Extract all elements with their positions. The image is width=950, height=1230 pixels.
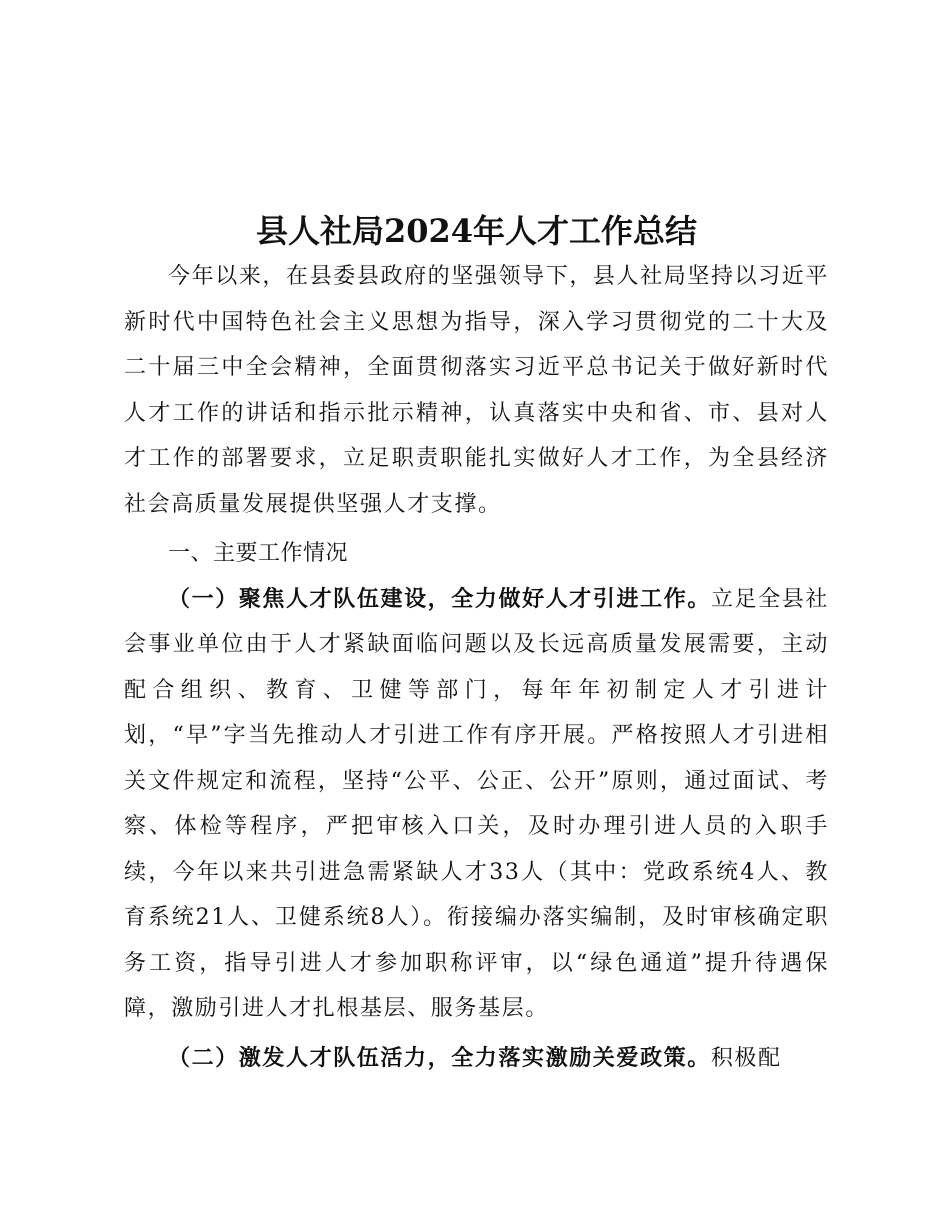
subsection-2-paragraph [124,1036,829,1082]
document-page [124,208,829,1081]
subsection-1-heading: （一）聚焦人才队伍建设，全力做好人才引进工作。 [168,585,711,612]
intro-paragraph: 今年以来，在县委县政府的坚强领导下，县人社局坚持以习近平新时代中国特色社会主义思想为指导，深入学习贯彻党的二十大及二十届三中全会精神，全面贯彻落实习近平总书记关于做好新时代人才工作的讲话和指示批示精神，认真落实中央和省、市、县对人才工作的部署要求，立足职责职能扎实做好人才工作，为全县经济社会高质量发展提供坚强人才支撑。 [124,264,829,517]
document-title: 县人社局2024年人才工作总结 [255,212,698,250]
subsection-2-heading: （二）激发人才队伍活力，全力落实激励关爱政策。 [168,1044,711,1071]
subsection-1-body: 立足全县社会事业单位由于人才紧缺面临问题以及长远高质量发展需要，主动配合组织、教育、卫健等部门，每年年初制定人才引进计划，“早”字当先推动人才引进工作有序开展。严格按照人才引进相关文件规定和流程，坚持“公平、公正、公开”原则，通过面试、考察、体检等程序，严把审核入口关，及时办理引进人员的入职手续，今年以来共引进急需紧缺人才33人（其中：党政系统4人、教育系统21人、卫健系统8人）。衔接编办落实编制，及时审核确定职务工资，指导引进人才参加职称评审，以“绿色通道”提升待遇保障，激励引进人才扎根基层、服务基层。 [124,586,829,1021]
subsection-2-body: 积极配 [710,1045,782,1071]
section-heading-main-work: 一、主要工作情况 [168,541,349,566]
subsection-1-paragraph [124,577,829,1032]
